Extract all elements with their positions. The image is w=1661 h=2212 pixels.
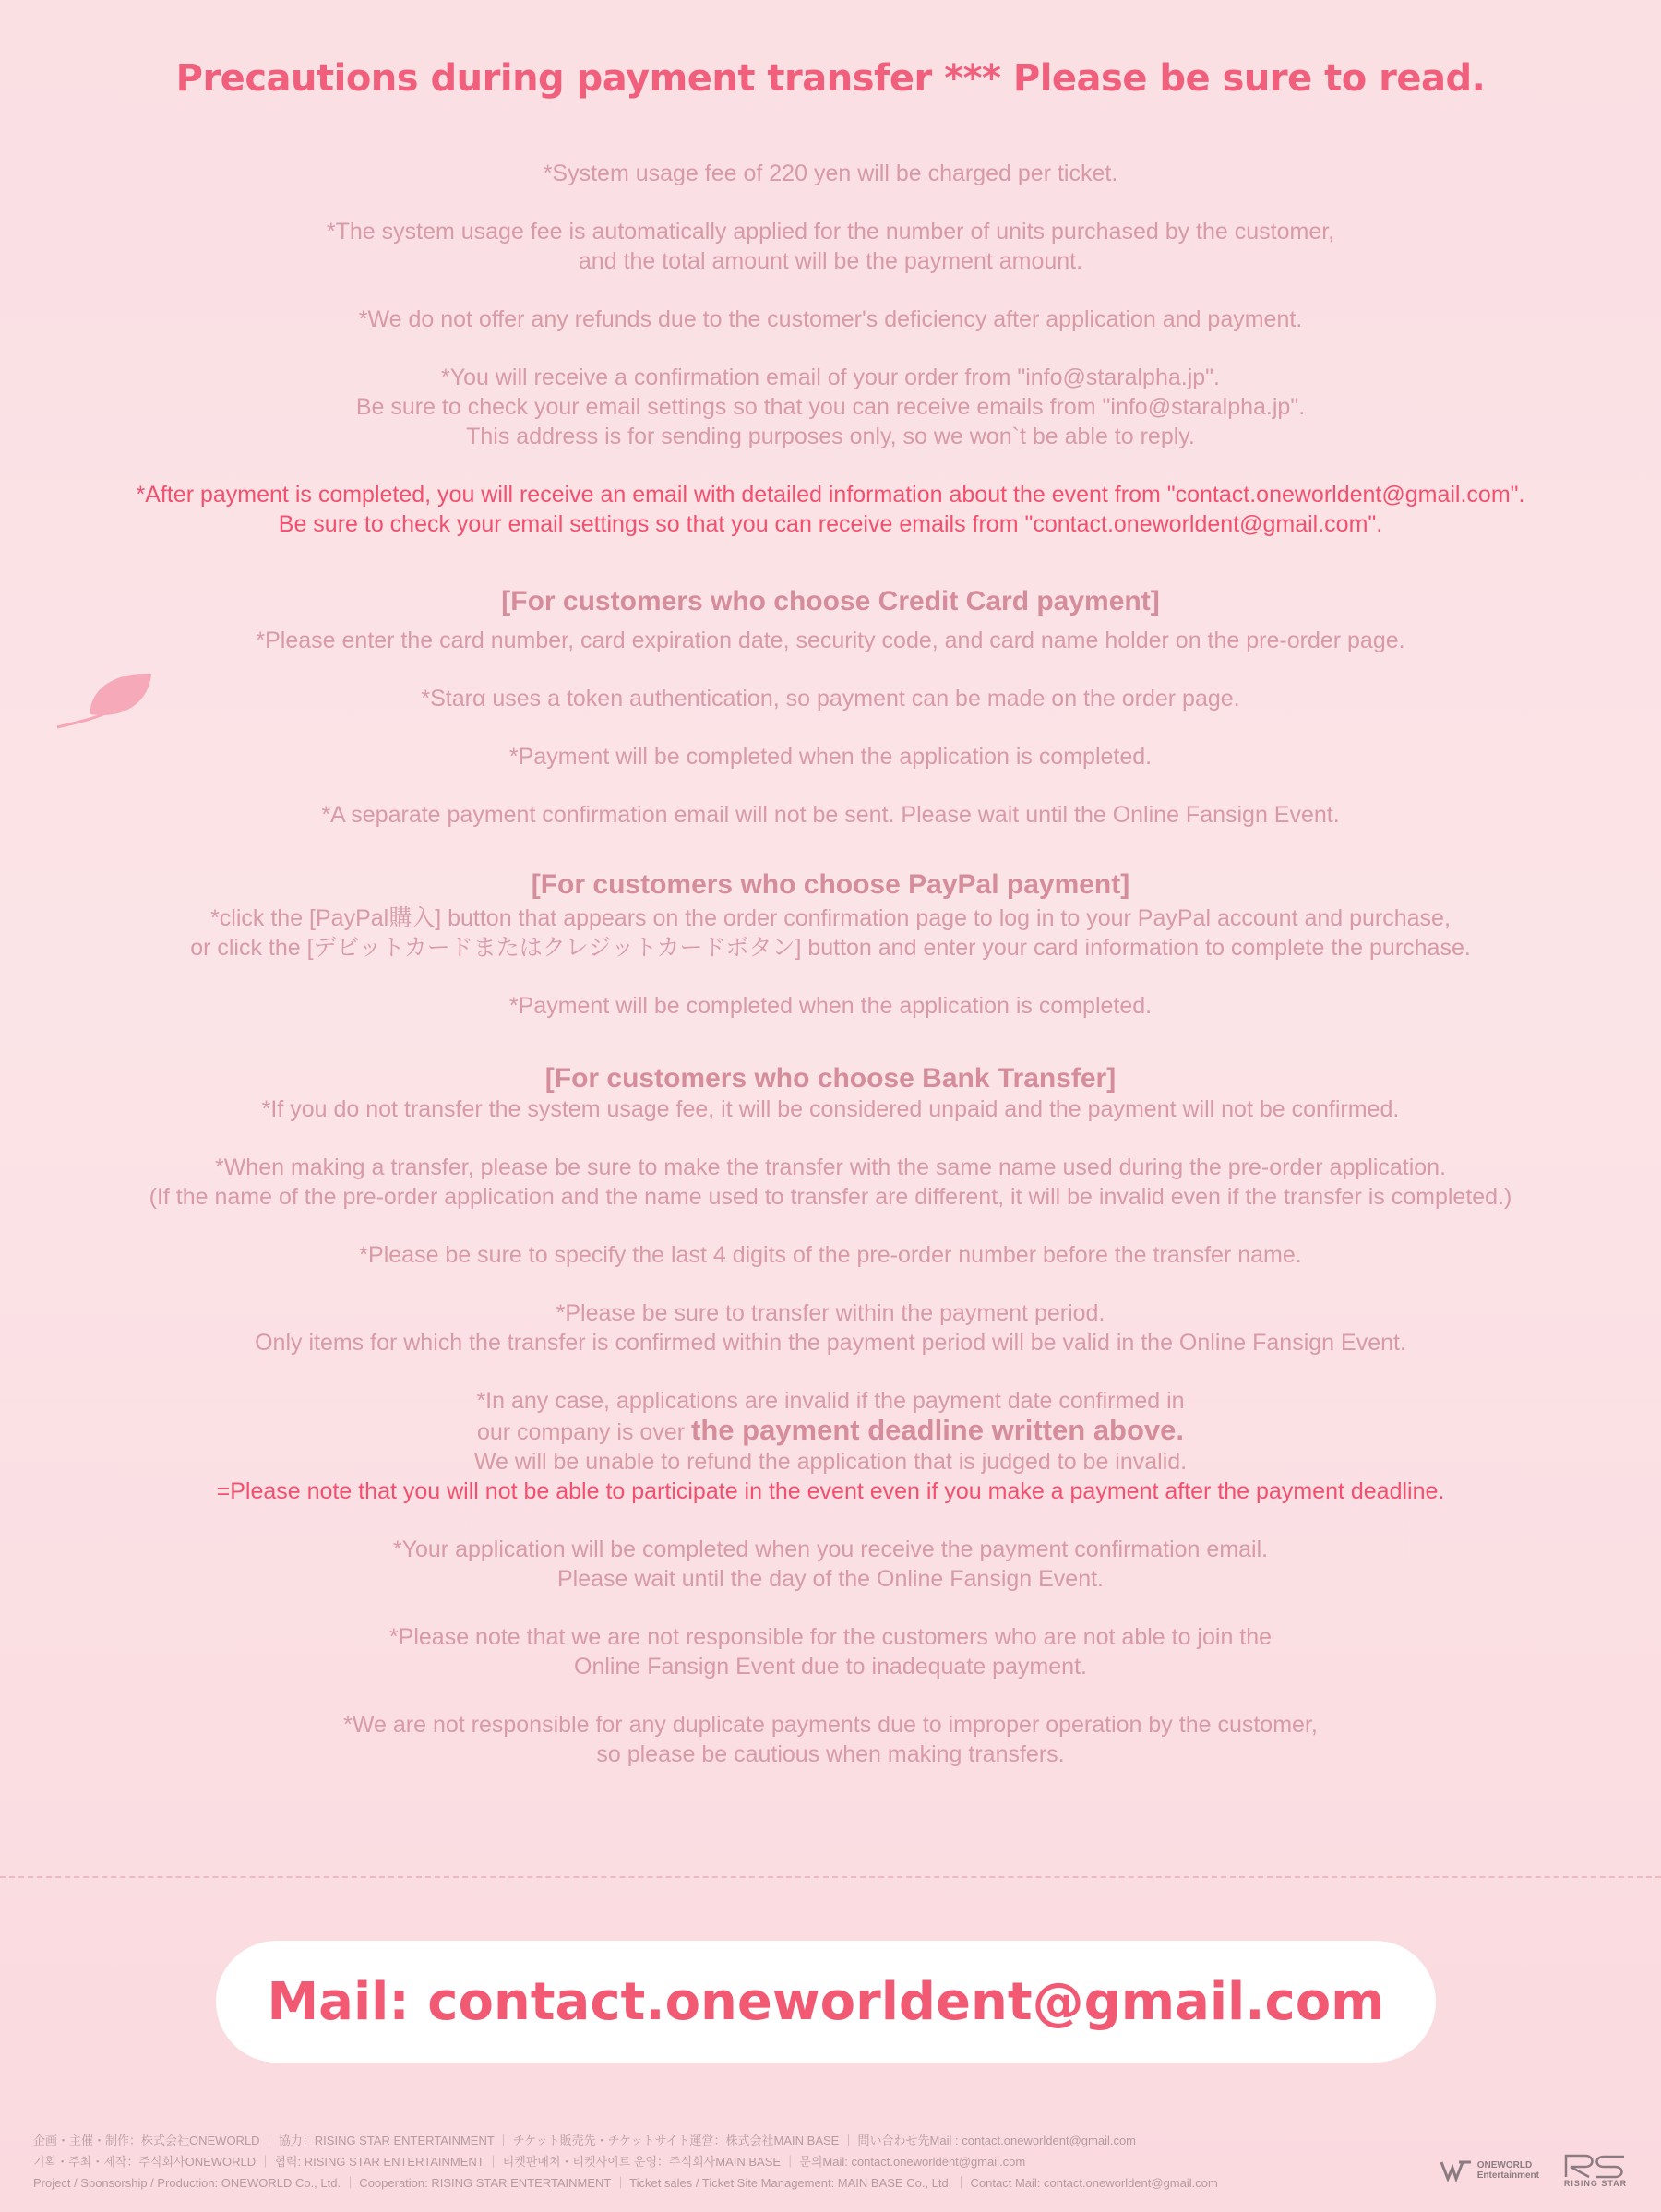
rs-mark-icon	[1563, 2153, 1628, 2179]
bank-note-8: *We are not responsible for any duplicate payments due to improper operation by the customer, so please be cautious when making transfers.	[343, 1712, 1318, 1767]
bank-note-7: *Please note that we are not responsible for the customers who are not able to join the Online Fansign Event due to inadequate payment.	[388, 1624, 1273, 1680]
credit-card-heading: [For customers who choose Credit Card payment]	[501, 586, 1160, 616]
bank-note-6: *Your application will be completed when you receive the payment confirmation email. Please wait until the day of the Online Fansign Event.	[392, 1536, 1269, 1592]
bank-note-4: *Please be sure to transfer within the payment period. Only items for which the transfer is confirmed within the payment period will be valid in the Online Fansign Event.	[255, 1300, 1406, 1356]
credit-note-4: *A separate payment confirmation email will not be sent. Please wait until the Online Fansign Event.	[321, 802, 1340, 828]
page-title: Precautions during payment transfer *** Please be sure to read.	[175, 57, 1486, 100]
paypal-heading: [For customers who choose PayPal payment]	[531, 869, 1130, 900]
footer-line-korean: 기획・주최・제작：주식회사ONEWORLD ｜ 협력: RISING STAR ENTERTAINMENT ｜ 티켓판매처・티켓사이트 운영：주식회사MAIN BASE ｜ 문의Mail: contact.oneworldent@gmail.com	[33, 2155, 1026, 2169]
oneworld-logo: ONEWORLD Entertainment	[1440, 2159, 1539, 2182]
footer-line-english: Project / Sponsorship / Production: ONEWORLD Co., Ltd. ｜ Cooperation: RISING STAR ENTERTAINMENT ｜ Ticket sales / Ticket Site Management: MAIN BASE Co., Ltd. ｜ Contact Mail: contact.oneworldent@gmail.com	[33, 2176, 1218, 2190]
refund-note: *We do not offer any refunds due to the customer's deficiency after application and payment.	[358, 306, 1303, 332]
bank-transfer-heading: [For customers who choose Bank Transfer]	[544, 1063, 1117, 1094]
bank-note-2: *When making a transfer, please be sure to make the transfer with the same name used during the pre-order application. (If the name of the pre-order application and the name used to transfer are different, it will be invalid even if the transfer is completed.)	[149, 1154, 1512, 1210]
credit-note-1: *Please enter the card number, card expiration date, security code, and card name holder on the pre-order page.	[256, 628, 1405, 653]
paypal-note-1: *click the [PayPal購入] button that appears on the order confirmation page to log in to your PayPal account and purchase, or click the [デビットカードまたはクレジットカードボタン] button and enter your card information to complete the purchase.	[190, 905, 1471, 961]
footer-line-japanese: 企画・主催・制作：株式会社ONEWORLD ｜ 協力：RISING STAR ENTERTAINMENT ｜ チケット販売先・チケットサイト運営：株式会社MAIN BASE ｜ 問い合わせ先Mail : contact.oneworldent@gmail.com	[33, 2134, 1137, 2147]
paypal-note-2: *Payment will be completed when the application is completed.	[508, 993, 1153, 1019]
oneworld-mark-icon	[1440, 2159, 1472, 2182]
bank-note-1: *If you do not transfer the system usage fee, it will be considered unpaid and the payment will not be confirmed.	[261, 1096, 1400, 1122]
deadline-emphasis: the payment deadline written above.	[691, 1414, 1185, 1446]
credit-note-3: *Payment will be completed when the application is completed.	[508, 744, 1153, 770]
credit-note-2: *Starα uses a token authentication, so payment can be made on the order page.	[421, 686, 1240, 711]
footer-credits	[33, 2130, 1380, 2194]
event-email-note: *After payment is completed, you will receive an email with detailed information about the event from "contact.oneworldent@gmail.com". Be sure to check your email settings so that you can receive emails from "contact.oneworldent@gmail.com".	[136, 482, 1525, 537]
notice-body	[0, 159, 1661, 1798]
fee-auto-note: *The system usage fee is automatically applied for the number of units purchased by the customer, and the total amount will be the payment amount.	[326, 219, 1335, 274]
contact-mail-box	[216, 1941, 1436, 2063]
bank-note-3: *Please be sure to specify the last 4 digits of the pre-order number before the transfer name.	[359, 1242, 1302, 1268]
fee-note: *System usage fee of 220 yen will be charged per ticket.	[543, 161, 1118, 186]
bank-note-5: *In any case, applications are invalid if the payment date confirmed in our company is over the payment deadline written above. We will be unable to refund the application that is judged to be invalid. =Please note that you will not be able to participate in the event even if you make a payment after the payment deadline.	[0, 1386, 1661, 1506]
footer-logos	[1440, 2153, 1628, 2188]
contact-mail-text[interactable]: Mail: contact.oneworldent@gmail.com	[267, 1971, 1385, 2032]
deadline-warning: =Please note that you will not be able to participate in the event even if you make a payment after the payment deadline.	[216, 1478, 1445, 1504]
dashed-divider	[0, 1876, 1661, 1878]
rising-star-logo: RISING STAR	[1563, 2153, 1628, 2188]
confirmation-email-note: *You will receive a confirmation email of your order from "info@staralpha.jp". Be sure to check your email settings so that you can receive emails from "info@staralpha.jp". This address is for sending purposes only, so we won`t be able to reply.	[355, 365, 1306, 449]
